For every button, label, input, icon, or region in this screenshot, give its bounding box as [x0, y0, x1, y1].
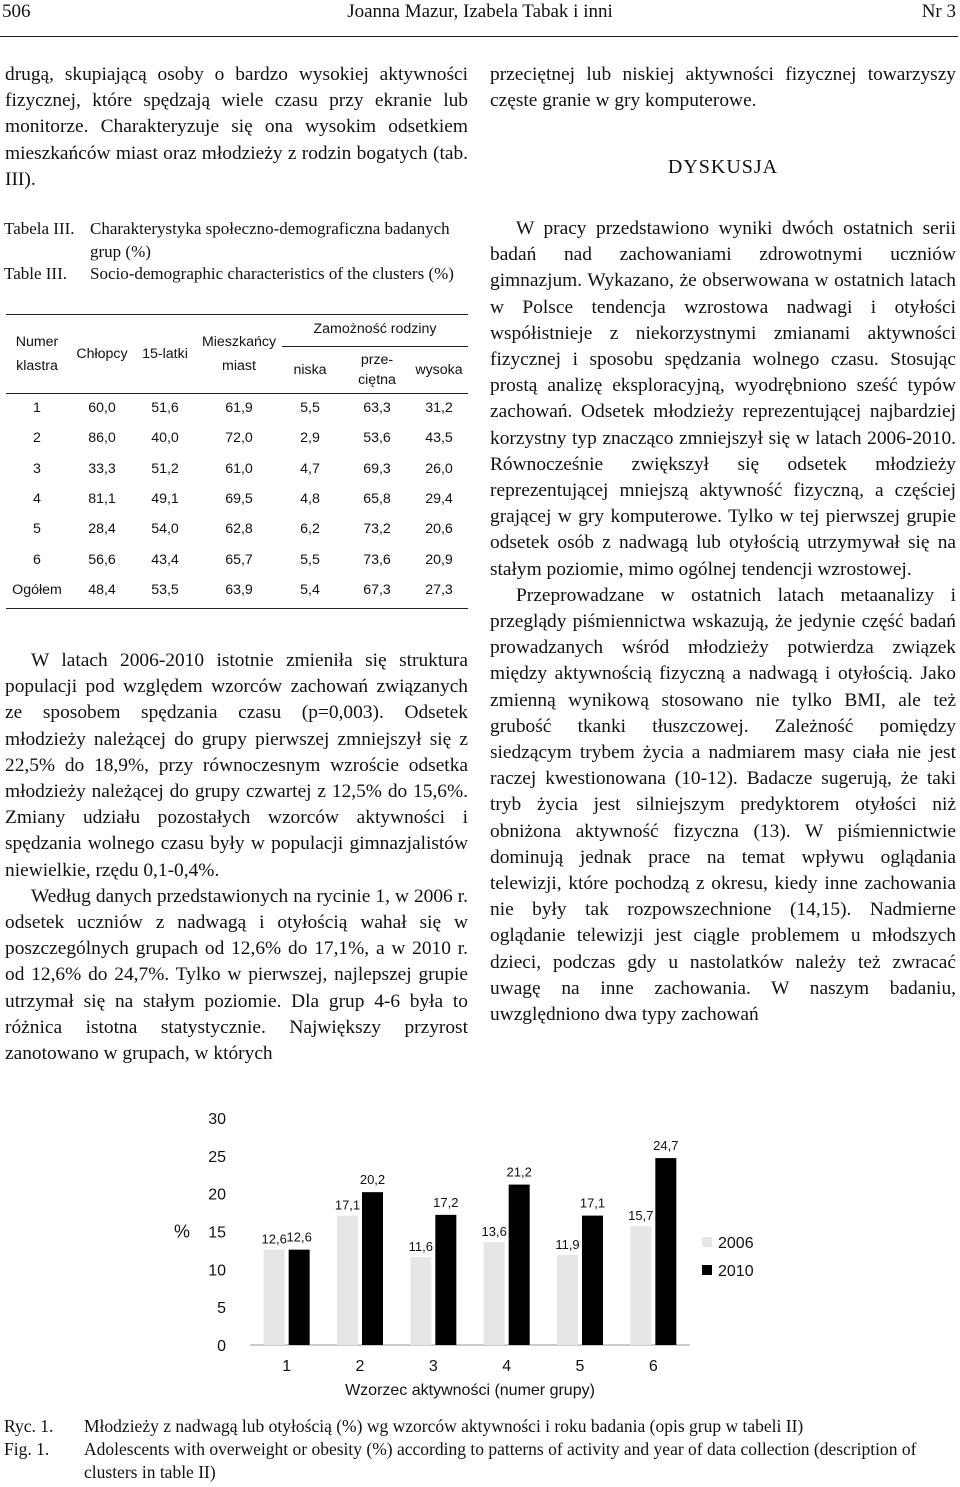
data-label: 24,7: [653, 1138, 679, 1154]
paragraph: W latach 2006-2010 istotnie zmieniła się struktura populacji pod względem wzorców zachowań związanych ze sposobem spędzania czasu (p=0,003). Odsetek młodzieży należącej do grupy pierwszej zmniejszył się z 22,5% do 18,9%, przy równoczesnym wzroście odsetka młodzieży należącej do grupy czwartej z 12,5% do 15,6%. Zmiany udziału pozostałych wzorców aktywności i spędzania wolnego czasu były w populacji gimnazjalistów niewielkie, rzędu 0,1-0,4%.: [5, 650, 468, 881]
legend-label: 2010: [718, 1263, 754, 1280]
paragraph: Przeprowadzane w ostatnich latach metaanalizy i przeglądy piśmiennictwa wskazują, że jedynie część badań prowadzanych wśród młodzieży potwierdza związek między aktywnością fizyczną a nadwagą i otyłością. Jako zmienną wynikową stosowano nie tylko BMI, ale też grubość tkanki tłuszczowej. Zależność pomiędzy siedzącym trybem życia a nadmiarem masy ciała nie jest raczej kwestionowana (10-12). Badacze sugerują, że taki tryb życia jest silniejszym predyktorem otyłości niż obniżona aktywność fizyczna (13). W piśmiennictwie dominują jednak prace na temat wpływu oglądania telewizji, które pochodzą z okresu, kiedy inne zachowania nie były tak rozpowszechnione (14,15). Nadmierne oglądanie telewizji jest ciągle problemem u młodszych dzieci, podczas gdy u nastolatków należy też zwracać uwagę na inne zachowania. W naszym badaniu, uwzględniono dwa typy zachowań: [490, 584, 956, 1026]
x-axis-label: Wzorzec aktywności (numer grupy): [345, 1382, 595, 1399]
bar-2010: [362, 1192, 383, 1345]
table-cell: 49,1: [151, 490, 179, 507]
data-label: 13,6: [481, 1224, 507, 1240]
data-label: 15,7: [628, 1208, 654, 1224]
bar-2006: [410, 1257, 431, 1345]
bar-chart: [170, 1100, 790, 1410]
table-cell: 20,6: [425, 521, 453, 538]
row-label: Ogółem: [12, 581, 62, 598]
table-cell: 51,6: [151, 400, 179, 416]
table-cell: 31,2: [425, 400, 453, 416]
row-label: 3: [33, 460, 41, 477]
table-cell: 27,3: [425, 581, 453, 598]
x-tick-label: 4: [502, 1358, 512, 1375]
paragraph: W pracy przedstawiono wyniki dwóch ostatnich serii badań nad zachowaniami zdrowotnymi uczniów gimnazjum. Wykazano, że obserwowana w ostatnich latach w Polsce tendencja wzrostowa nadwagi i otyłości współistnieje z niekorzystnymi zmianami aktywności fizycznej i sposobu spędzania wolnego czasu. Stosując prostą analizę eksploracyjną, wyodrębniono sześć typów zachowań. Odsetek młodzieży reprezentującej najbardziej korzystny typ znacząco zmniejszył się w latach 2006-2010. Równocześnie zwiększył się odsetek młodzieży reprezentującej mniejszą aktywność fizyczną, a częściej grającej w gry komputerowe. Tylko w tej pierwszej grupie odsetek osób z nadwagą lub otyłością utrzymywał się na stałym poziomie, mimo ogólnej tendencji wzrostowej.: [490, 218, 956, 580]
y-tick-label: 0: [217, 1338, 226, 1355]
data-label: 12,6: [286, 1229, 312, 1245]
wealth-group-rule: [282, 346, 468, 347]
caption-text-pl: Charakterystyka społeczno-demograficzna badanych grup (%): [90, 219, 450, 261]
table-cell: 40,0: [151, 430, 179, 447]
table-cell: 5,4: [300, 581, 320, 598]
table-cell: 61,0: [225, 460, 253, 477]
table-cell: 73,2: [363, 521, 391, 538]
table-cell: 4,8: [300, 490, 320, 507]
x-tick-label: 5: [575, 1358, 585, 1375]
table-cell: 51,2: [151, 460, 179, 477]
data-label: 20,2: [359, 1172, 386, 1188]
table-cell: 6,2: [300, 521, 320, 538]
data-label: 21,2: [506, 1164, 532, 1180]
table-cell: 81,1: [88, 490, 116, 507]
table-bottom-rule: [6, 608, 468, 609]
table-cell: 2,9: [300, 430, 320, 447]
issue-number: Nr 3: [921, 1, 956, 22]
data-label: 17,2: [433, 1194, 459, 1210]
figcap-text-pl: Młodzieży z nadwagą lub otyłością (%) wg wzorców aktywności i roku badania (opis grup w tabeli II): [84, 1416, 804, 1436]
row-label: 6: [33, 551, 41, 568]
header-cluster: klastra: [16, 358, 58, 374]
table-cell: 43,5: [425, 430, 453, 447]
y-tick-label: 20: [208, 1186, 226, 1204]
header-wealth: Zamożność rodziny: [313, 321, 437, 337]
table-header-rule: [6, 393, 468, 394]
caption-label-pl: Tabela III.: [4, 219, 75, 238]
x-tick-label: 1: [282, 1358, 292, 1375]
table-top-rule: [6, 314, 468, 315]
figure-caption: [4, 1415, 956, 1484]
table-cell: 63,3: [363, 400, 391, 416]
table-cell: 60,0: [88, 400, 116, 416]
table-cell: 4,7: [300, 460, 320, 477]
header-wealth-avg: prze-: [360, 352, 394, 368]
table-cell: 61,9: [225, 400, 253, 416]
bar-2010: [289, 1250, 310, 1345]
figure-chart: [170, 1100, 790, 1410]
row-label: 1: [33, 400, 41, 416]
table-cell: 29,4: [425, 490, 453, 507]
bar-2006: [337, 1216, 358, 1345]
table-cell: 43,4: [151, 551, 179, 568]
caption-label-en: Table III.: [4, 264, 67, 283]
table-cell: 28,4: [88, 521, 116, 538]
table-cell: 33,3: [88, 460, 116, 477]
header-wealth-avg: ciętna: [358, 372, 396, 388]
table-cell: 65,8: [363, 490, 391, 507]
table-cell: 53,5: [151, 581, 179, 598]
header-city: miast: [222, 358, 256, 374]
right-bottom-text: [490, 216, 956, 1028]
header-city: Mieszkańcy: [201, 334, 277, 350]
bar-2006: [264, 1250, 285, 1345]
demographics-table: [0, 0, 480, 620]
header-wealth-low: niska: [293, 362, 327, 378]
header-wealth-high: wysoka: [415, 362, 463, 378]
table-cell: 48,4: [88, 581, 116, 598]
right-top-text: [490, 62, 956, 114]
header-cluster: Numer: [15, 334, 59, 350]
bar-2010: [509, 1185, 530, 1345]
table-cell: 62,8: [225, 521, 253, 538]
table-cell: 53,6: [363, 430, 391, 447]
x-tick-label: 6: [648, 1358, 658, 1375]
figcap-label-en: Fig. 1.: [4, 1439, 50, 1459]
table-cell: 26,0: [425, 460, 453, 477]
data-label: 17,1: [334, 1197, 361, 1213]
bar-2010: [655, 1158, 676, 1345]
table-cell: 20,9: [425, 551, 453, 568]
paragraph: Według danych przedstawionych na rycinie 1, w 2006 r. odsetek uczniów z nadwagą i otyłością wahał się w poszczególnych grupach od 12,6% do 17,1%, a w 2010 r. od 12,6% do 24,7%. Tylko w pierwszej, najlepszej grupie utrzymał się na stałym poziomie. Dla grup 4-6 była to różnica istotna statystycznie. Największy przyrost zanotowano w grupach, w których: [5, 885, 468, 1065]
figcap-label-pl: Ryc. 1.: [4, 1416, 54, 1436]
x-tick-label: 3: [428, 1358, 438, 1375]
data-label: 11,6: [408, 1239, 434, 1255]
table-cell: 69,5: [225, 490, 253, 507]
bar-2010: [582, 1216, 603, 1345]
table-cell: 63,9: [225, 581, 253, 598]
bar-2006: [557, 1255, 578, 1345]
y-axis-label: %: [173, 1221, 191, 1242]
table-cell: 54,0: [151, 521, 179, 538]
table-cell: 5,5: [300, 551, 320, 568]
table-cell: 86,0: [88, 430, 116, 447]
y-tick-label: 30: [208, 1111, 226, 1128]
data-label: 11,9: [555, 1236, 580, 1252]
bar-2006: [630, 1226, 651, 1345]
table-cell: 5,5: [300, 400, 320, 416]
table-cell: 56,6: [88, 551, 116, 568]
data-label: 12,6: [261, 1231, 287, 1247]
paragraph: drugą, skupiającą osoby o bardzo wysokiej aktywności fizycznej, które spędzają wiele czasu przy ekranie lub monitorze. Charakteryzuje się ona wysokim odsetkiem mieszkańców miast oraz młodzieży z rodzin bogatych (tab. III).: [5, 64, 468, 190]
y-tick-label: 5: [217, 1300, 226, 1318]
table-cell: 67,3: [363, 581, 391, 598]
table-cell: 72,0: [225, 430, 253, 447]
caption-text-en: Socio-demographic characteristics of the clusters (%): [90, 264, 454, 283]
legend-swatch: [702, 1237, 712, 1247]
table-cell: 69,3: [363, 460, 391, 477]
row-label: 5: [33, 521, 41, 538]
y-tick-label: 25: [208, 1148, 226, 1166]
y-tick-label: 10: [208, 1262, 226, 1280]
legend-swatch: [702, 1265, 712, 1275]
header-authors: Joanna Mazur, Izabela Tabak i inni: [347, 1, 613, 22]
x-tick-label: 2: [355, 1358, 365, 1375]
header-boys: Chłopcy: [76, 346, 128, 362]
header-age15: 15-latki: [142, 346, 188, 362]
left-bottom-text: [5, 648, 468, 1067]
bar-2010: [435, 1215, 456, 1345]
page-number: 506: [2, 1, 31, 22]
bar-2006: [484, 1242, 505, 1345]
row-label: 2: [33, 430, 41, 447]
legend-label: 2006: [718, 1235, 754, 1252]
paragraph: przeciętnej lub niskiej aktywności fizycznej towarzyszy częste granie w gry komputerowe.: [490, 64, 956, 112]
data-label: 17,1: [579, 1195, 606, 1211]
section-title: DYSKUSJA: [667, 156, 779, 178]
table-cell: 65,7: [225, 551, 253, 568]
row-label: 4: [33, 490, 41, 507]
table-cell: 73,6: [363, 551, 391, 568]
y-tick-label: 15: [208, 1224, 226, 1242]
figcap-text-en: Adolescents with overweight or obesity (%) according to patterns of activity and year of data collection (description of clusters in table II): [84, 1439, 917, 1482]
